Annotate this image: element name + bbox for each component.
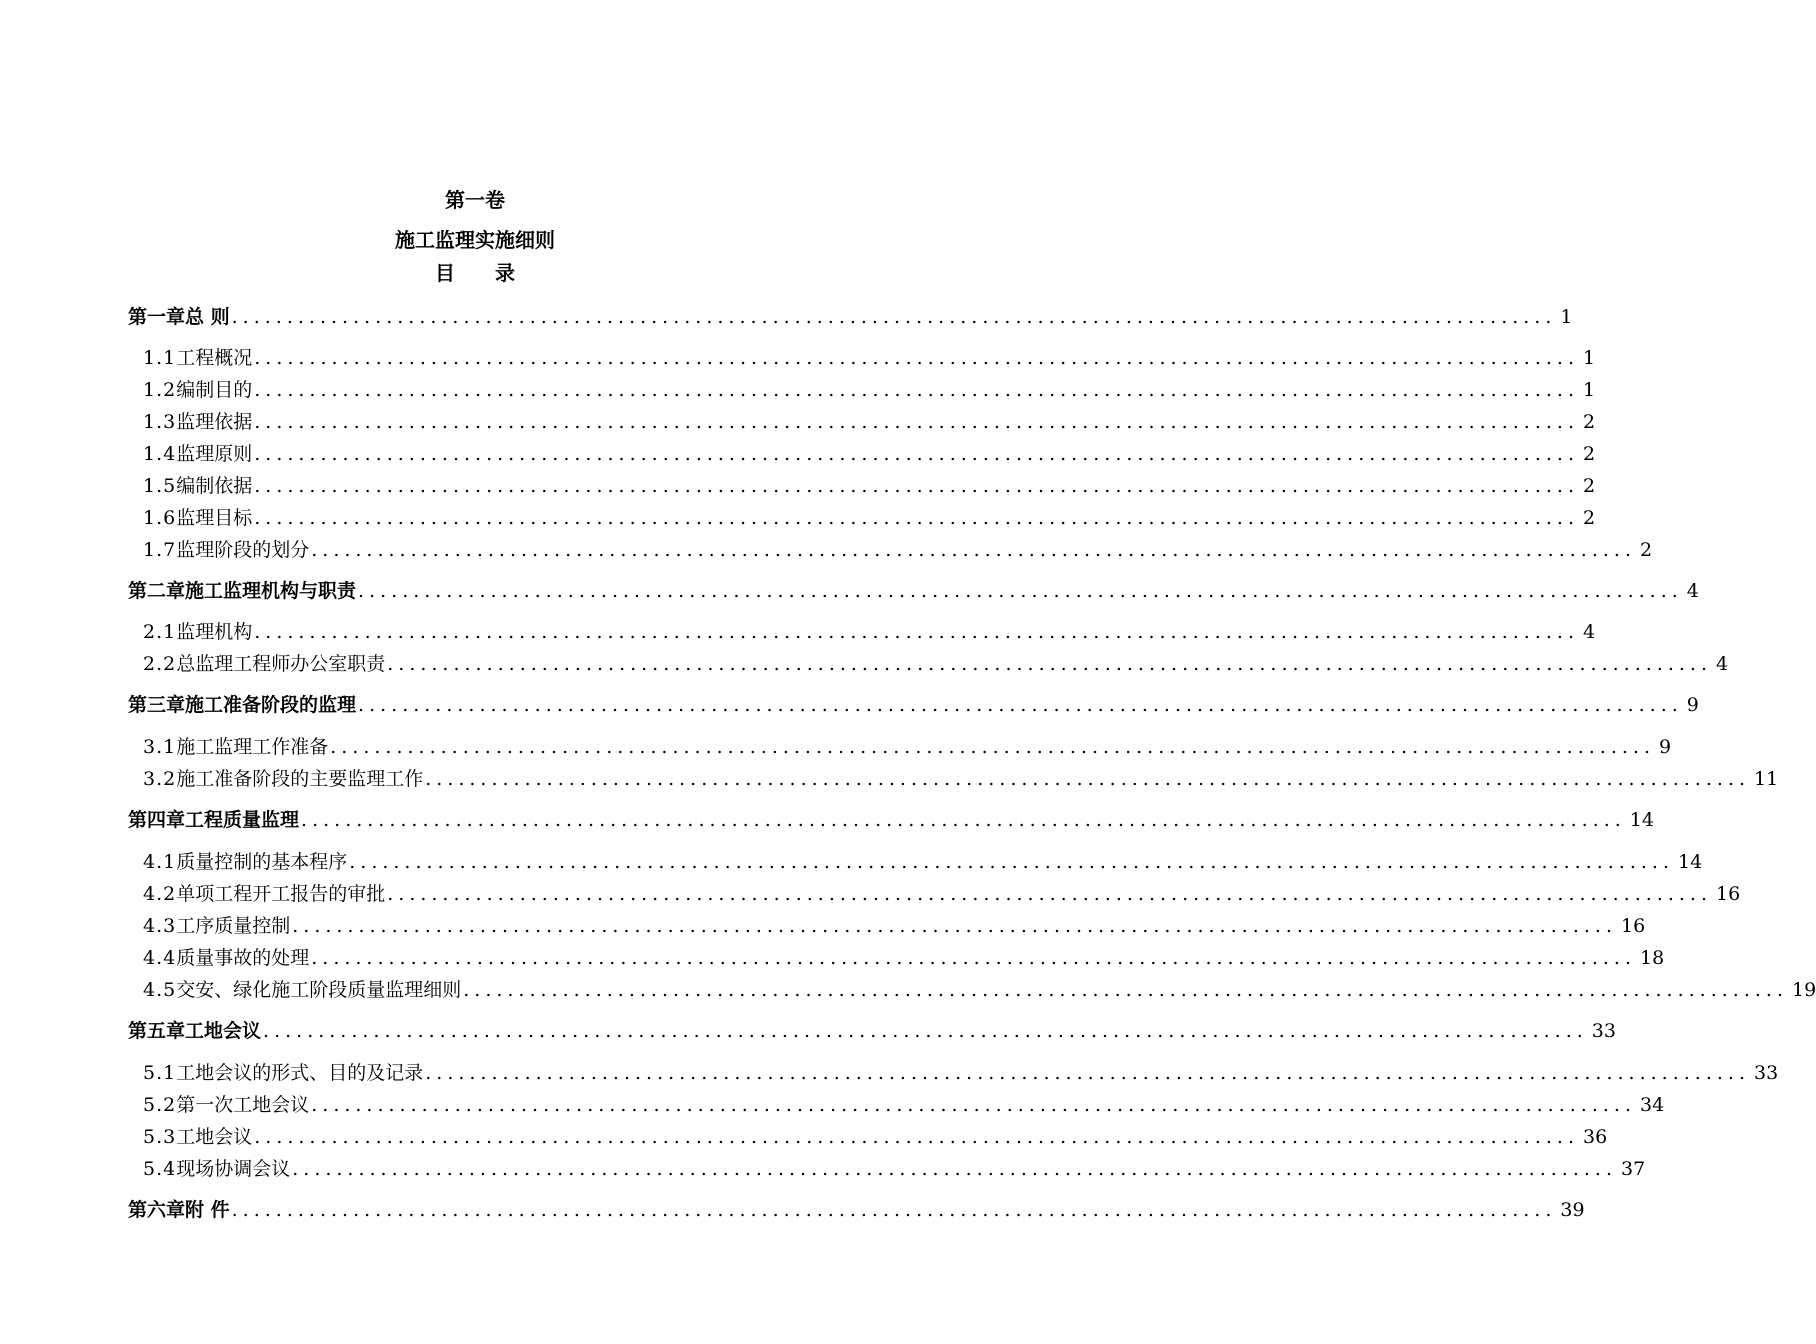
toc-section-row[interactable] (143, 1091, 1665, 1117)
toc-entry-number: 1.3 (143, 411, 177, 433)
toc-entry-number: 2.1 (143, 621, 177, 643)
toc-section-row[interactable] (143, 504, 1596, 530)
toc-entry-title: 编制目的 (176, 379, 253, 401)
toc-entry-title: 施工监理工作准备 (176, 736, 329, 758)
toc-page-number: 36 (1582, 1126, 1608, 1148)
toc-entry-number: 第六章 (128, 1199, 186, 1221)
toc-leader-dots: ........................................................................................................................ (387, 883, 1712, 905)
toc-entry-number: 4.2 (143, 883, 177, 905)
toc-chapter-row[interactable] (128, 303, 1573, 329)
toc-entry-number: 4.5 (143, 979, 177, 1001)
toc-leader-dots: ........................................................................................................................ (254, 379, 1579, 401)
toc-entry-title: 监理依据 (176, 411, 253, 433)
toc-leader-dots: ........................................................................................................................ (254, 411, 1579, 433)
toc-entry-number: 4.1 (143, 851, 177, 873)
toc-entry-number: 第三章 (128, 694, 186, 716)
toc-entry-number: 4.4 (143, 947, 177, 969)
toc-entry-title: 监理目标 (176, 507, 253, 529)
toc-entry-title: 工程概况 (176, 347, 253, 369)
toc-entry-number: 第四章 (128, 809, 186, 831)
toc-entry-number: 2.2 (143, 653, 177, 675)
toc-leader-dots: ........................................................................................................................ (254, 347, 1579, 369)
toc-chapter-row[interactable] (128, 1017, 1616, 1043)
toc-leader-dots: ........................................................................................................................ (463, 979, 1788, 1001)
toc-leader-dots: ........................................................................................................................ (425, 768, 1750, 790)
toc-entry-number: 1.6 (143, 507, 177, 529)
toc-page-number: 16 (1715, 883, 1741, 905)
toc-page-number: 1 (1582, 379, 1596, 401)
toc-page-number: 14 (1629, 809, 1654, 831)
toc-entry-number: 1.5 (143, 475, 177, 497)
toc-page-number: 4 (1686, 580, 1699, 602)
toc-entry-title: 交安、绿化施工阶段质量监理细则 (176, 979, 462, 1001)
toc-section-row[interactable] (143, 408, 1596, 434)
toc-section-row[interactable] (143, 344, 1596, 370)
toc-page-number: 4 (1715, 653, 1729, 675)
toc-leader-dots: ........................................................................................................................ (358, 694, 1683, 716)
toc-section-row[interactable] (143, 944, 1665, 970)
toc-section-row[interactable] (143, 440, 1596, 466)
toc-leader-dots: ........................................................................................................................ (349, 851, 1674, 873)
toc-leader-dots: ........................................................................................................................ (311, 947, 1636, 969)
toc-entry-title: 编制依据 (176, 475, 253, 497)
toc-leader-dots: ........................................................................................................................ (263, 1020, 1588, 1042)
contents-heading: 目 录 (435, 261, 515, 285)
toc-entry-title: 工地会议 (176, 1126, 253, 1148)
toc-entry-number: 1.2 (143, 379, 177, 401)
toc-section-row[interactable] (143, 765, 1779, 791)
document-title: 施工监理实施细则 (395, 228, 555, 252)
toc-entry-title: 施工准备阶段的主要监理工作 (176, 768, 424, 790)
toc-page-number: 1 (1582, 347, 1596, 369)
toc-page-number: 1 (1560, 306, 1573, 328)
toc-entry-number: 5.3 (143, 1126, 177, 1148)
toc-leader-dots: ........................................................................................................................ (292, 915, 1617, 937)
toc-page-number: 18 (1639, 947, 1665, 969)
toc-page-number: 16 (1620, 915, 1646, 937)
toc-chapter-row[interactable] (128, 691, 1699, 717)
toc-page-number: 34 (1639, 1094, 1665, 1116)
toc-leader-dots: ........................................................................................................................ (330, 736, 1655, 758)
toc-leader-dots: ........................................................................................................................ (254, 475, 1579, 497)
toc-page-number: 14 (1677, 851, 1703, 873)
toc-entry-number: 5.1 (143, 1062, 177, 1084)
toc-entry-number: 5.2 (143, 1094, 177, 1116)
toc-section-row[interactable] (143, 1155, 1646, 1181)
toc-section-row[interactable] (143, 472, 1596, 498)
toc-leader-dots: ........................................................................................................................ (358, 580, 1683, 602)
toc-entry-number: 3.2 (143, 768, 177, 790)
toc-entry-title: 单项工程开工报告的审批 (176, 883, 386, 905)
toc-entry-title: 工地会议的形式、目的及记录 (176, 1062, 424, 1084)
toc-leader-dots: ........................................................................................................................ (311, 539, 1636, 561)
toc-chapter-row[interactable] (128, 577, 1699, 603)
toc-page-number: 19 (1791, 979, 1816, 1001)
toc-leader-dots: ........................................................................................................................ (311, 1094, 1636, 1116)
toc-leader-dots: ........................................................................................................................ (231, 1199, 1557, 1221)
toc-entry-number: 1.7 (143, 539, 177, 561)
toc-section-row[interactable] (143, 1123, 1608, 1149)
toc-page-number: 11 (1753, 768, 1779, 790)
toc-page-number: 39 (1560, 1199, 1585, 1221)
toc-page-number: 9 (1658, 736, 1672, 758)
toc-entry-number: 1.4 (143, 443, 177, 465)
toc-section-row[interactable] (143, 618, 1596, 644)
toc-entry-number: 第二章 (128, 580, 186, 602)
toc-entry-number: 1.1 (143, 347, 177, 369)
toc-page-number: 2 (1582, 443, 1596, 465)
toc-section-row[interactable] (143, 376, 1596, 402)
toc-leader-dots: ........................................................................................................................ (231, 306, 1557, 328)
toc-chapter-row[interactable] (128, 806, 1654, 832)
toc-page-number: 33 (1591, 1020, 1616, 1042)
toc-section-row[interactable] (143, 650, 1729, 676)
toc-section-row[interactable] (143, 912, 1646, 938)
toc-entry-title: 工序质量控制 (176, 915, 291, 937)
toc-entry-title: 总 则 (185, 306, 230, 328)
toc-section-row[interactable] (143, 733, 1672, 759)
toc-page-number: 2 (1582, 475, 1596, 497)
toc-leader-dots: ........................................................................................................................ (292, 1158, 1617, 1180)
toc-page-number: 9 (1686, 694, 1699, 716)
volume-heading: 第一卷 (445, 188, 505, 212)
toc-page-number: 37 (1620, 1158, 1646, 1180)
toc-section-row[interactable] (143, 1059, 1779, 1085)
toc-leader-dots: ........................................................................................................................ (254, 621, 1579, 643)
toc-entry-title: 总监理工程师办公室职责 (176, 653, 386, 675)
toc-entry-title: 附 件 (185, 1199, 230, 1221)
toc-section-row[interactable] (143, 976, 1816, 1002)
toc-entry-number: 5.4 (143, 1158, 177, 1180)
toc-entry-title: 第一次工地会议 (176, 1094, 310, 1116)
toc-entry-title: 施工准备阶段的监理 (185, 694, 357, 716)
toc-leader-dots: ........................................................................................................................ (301, 809, 1626, 831)
toc-section-row[interactable] (143, 536, 1653, 562)
toc-leader-dots: ........................................................................................................................ (254, 443, 1579, 465)
toc-entry-number: 4.3 (143, 915, 177, 937)
toc-section-row[interactable] (143, 848, 1703, 874)
toc-page-number: 2 (1582, 507, 1596, 529)
toc-entry-title: 监理阶段的划分 (176, 539, 310, 561)
toc-entry-title: 现场协调会议 (176, 1158, 291, 1180)
toc-page-number: 33 (1753, 1062, 1779, 1084)
toc-entry-title: 施工监理机构与职责 (185, 580, 357, 602)
toc-page-number: 2 (1639, 539, 1653, 561)
toc-section-row[interactable] (143, 880, 1741, 906)
toc-leader-dots: ........................................................................................................................ (425, 1062, 1750, 1084)
toc-page-number: 4 (1582, 621, 1596, 643)
toc-entry-title: 工程质量监理 (185, 809, 300, 831)
toc-leader-dots: ........................................................................................................................ (254, 507, 1579, 529)
toc-entry-title: 质量控制的基本程序 (176, 851, 348, 873)
toc-page-number: 2 (1582, 411, 1596, 433)
toc-entry-title: 质量事故的处理 (176, 947, 310, 969)
toc-chapter-row[interactable] (128, 1196, 1585, 1222)
toc-entry-title: 工地会议 (185, 1020, 262, 1042)
toc-entry-number: 第一章 (128, 306, 186, 328)
toc-entry-title: 监理机构 (176, 621, 253, 643)
toc-entry-title: 监理原则 (176, 443, 253, 465)
toc-entry-number: 3.1 (143, 736, 177, 758)
toc-entry-number: 第五章 (128, 1020, 186, 1042)
toc-leader-dots: ........................................................................................................................ (254, 1126, 1579, 1148)
toc-leader-dots: ........................................................................................................................ (387, 653, 1712, 675)
